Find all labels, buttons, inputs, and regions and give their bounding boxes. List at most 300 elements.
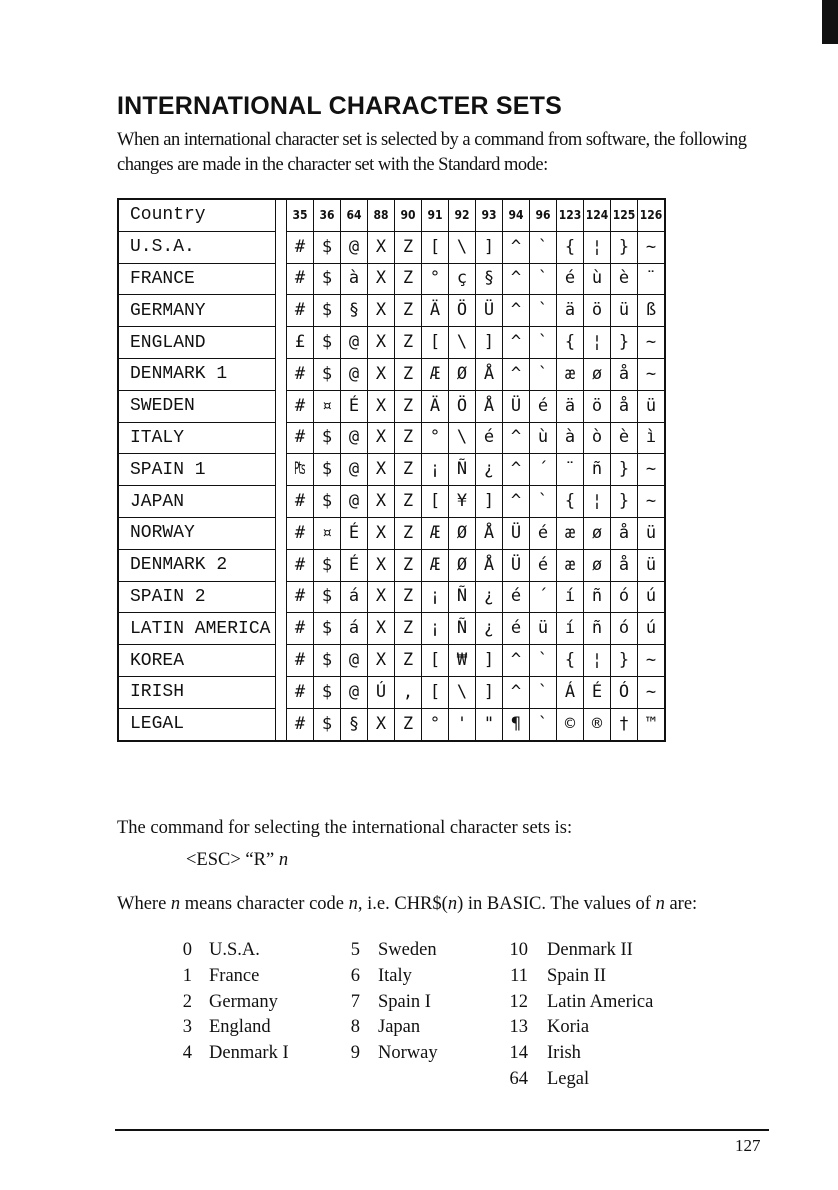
char-cell: X bbox=[368, 231, 395, 263]
header-country: Country bbox=[118, 199, 276, 231]
value-item bbox=[498, 965, 607, 987]
character-set-table bbox=[117, 198, 666, 742]
value-code: 6 bbox=[350, 965, 360, 986]
char-cell: ^ bbox=[503, 295, 530, 327]
char-cell: ^ bbox=[503, 358, 530, 390]
value-item bbox=[330, 991, 431, 1013]
char-cell: ` bbox=[530, 708, 557, 740]
char-cell: # bbox=[287, 549, 314, 581]
code-header-64: 64 bbox=[341, 199, 368, 231]
country-name: NORWAY bbox=[118, 517, 276, 549]
char-cell: É bbox=[584, 676, 611, 708]
code-header-36: 36 bbox=[314, 199, 341, 231]
char-cell: ö bbox=[584, 390, 611, 422]
char-cell: ^ bbox=[503, 263, 530, 295]
table-row bbox=[118, 390, 665, 422]
char-cell: # bbox=[287, 390, 314, 422]
char-cell: ì bbox=[638, 422, 666, 454]
char-cell: á bbox=[341, 613, 368, 645]
column-gap bbox=[276, 581, 287, 613]
char-cell: ß bbox=[638, 295, 666, 327]
char-cell: @ bbox=[341, 676, 368, 708]
char-cell: Z bbox=[395, 486, 422, 518]
table-header-row bbox=[118, 199, 665, 231]
char-cell: Z bbox=[395, 581, 422, 613]
char-cell: à bbox=[557, 422, 584, 454]
char-cell: ¡ bbox=[422, 454, 449, 486]
char-cell: Å bbox=[476, 517, 503, 549]
char-cell: § bbox=[341, 708, 368, 740]
char-cell: ¿ bbox=[476, 454, 503, 486]
country-name: LEGAL bbox=[118, 708, 276, 740]
char-cell: ¡ bbox=[422, 581, 449, 613]
char-cell: $ bbox=[314, 422, 341, 454]
char-cell: é bbox=[503, 613, 530, 645]
char-cell: ] bbox=[476, 327, 503, 359]
value-name: Spain II bbox=[547, 965, 607, 986]
char-cell: Å bbox=[476, 549, 503, 581]
table-row bbox=[118, 454, 665, 486]
country-name: KOREA bbox=[118, 645, 276, 677]
char-cell: à bbox=[341, 263, 368, 295]
char-cell: æ bbox=[557, 517, 584, 549]
code-header-93: 93 bbox=[476, 199, 503, 231]
char-cell: ¦ bbox=[584, 486, 611, 518]
char-cell: ` bbox=[530, 327, 557, 359]
char-cell: # bbox=[287, 708, 314, 740]
country-name: GERMANY bbox=[118, 295, 276, 327]
char-cell: Ö bbox=[449, 295, 476, 327]
param-n: n bbox=[278, 850, 289, 870]
code-header-125: 125 bbox=[611, 199, 638, 231]
char-cell: ® bbox=[584, 708, 611, 740]
char-cell: { bbox=[557, 231, 584, 263]
column-gap bbox=[276, 263, 287, 295]
value-item bbox=[498, 991, 654, 1013]
char-cell: ¿ bbox=[476, 581, 503, 613]
char-cell: Ä bbox=[422, 390, 449, 422]
char-cell: ~ bbox=[638, 358, 666, 390]
char-cell: ¡ bbox=[422, 613, 449, 645]
char-cell: ü bbox=[611, 295, 638, 327]
char-cell: ó bbox=[611, 613, 638, 645]
char-cell: ^ bbox=[503, 231, 530, 263]
char-cell: ú bbox=[638, 581, 666, 613]
value-item bbox=[162, 965, 260, 987]
char-cell: ~ bbox=[638, 454, 666, 486]
value-name: Japan bbox=[378, 1017, 421, 1038]
code-header-126: 126 bbox=[638, 199, 666, 231]
char-cell: Æ bbox=[422, 549, 449, 581]
char-cell: ¤ bbox=[314, 390, 341, 422]
value-name: Spain I bbox=[378, 991, 431, 1012]
param-n: n bbox=[655, 894, 665, 914]
char-cell: X bbox=[368, 549, 395, 581]
char-cell: # bbox=[287, 358, 314, 390]
char-cell: [ bbox=[422, 645, 449, 677]
char-cell: ¤ bbox=[314, 517, 341, 549]
char-cell: ø bbox=[584, 358, 611, 390]
char-cell: Ñ bbox=[449, 454, 476, 486]
char-cell: Ø bbox=[449, 517, 476, 549]
column-gap bbox=[276, 613, 287, 645]
char-cell: ^ bbox=[503, 454, 530, 486]
column-gap bbox=[276, 327, 287, 359]
char-cell: Æ bbox=[422, 517, 449, 549]
char-cell: § bbox=[476, 263, 503, 295]
column-gap bbox=[276, 645, 287, 677]
param-n: n bbox=[447, 894, 458, 914]
column-gap bbox=[276, 231, 287, 263]
char-cell: æ bbox=[557, 358, 584, 390]
char-cell: é bbox=[557, 263, 584, 295]
char-cell: ] bbox=[476, 231, 503, 263]
char-cell: X bbox=[368, 295, 395, 327]
country-name: DENMARK 2 bbox=[118, 549, 276, 581]
country-name: SWEDEN bbox=[118, 390, 276, 422]
value-name: U.S.A. bbox=[209, 940, 260, 960]
char-cell: å bbox=[611, 390, 638, 422]
char-cell: ù bbox=[584, 263, 611, 295]
value-name: Italy bbox=[378, 965, 412, 986]
value-code: 0 bbox=[182, 940, 192, 960]
char-cell: X bbox=[368, 358, 395, 390]
char-cell: [ bbox=[422, 327, 449, 359]
char-cell: § bbox=[341, 295, 368, 327]
char-cell: Z bbox=[395, 613, 422, 645]
char-cell: Å bbox=[476, 358, 503, 390]
value-item bbox=[162, 991, 278, 1013]
char-cell: £ bbox=[287, 327, 314, 359]
char-cell: ¦ bbox=[584, 231, 611, 263]
char-cell: [ bbox=[422, 486, 449, 518]
char-cell: Á bbox=[557, 676, 584, 708]
char-cell: ´ bbox=[530, 454, 557, 486]
char-cell: Ö bbox=[449, 390, 476, 422]
column-gap bbox=[276, 295, 287, 327]
char-cell: @ bbox=[341, 327, 368, 359]
char-cell: X bbox=[368, 645, 395, 677]
char-cell: Z bbox=[395, 390, 422, 422]
value-code: 7 bbox=[350, 991, 360, 1012]
value-item bbox=[330, 1017, 421, 1038]
char-cell: Ü bbox=[476, 295, 503, 327]
table-row bbox=[118, 613, 665, 645]
char-cell: @ bbox=[341, 231, 368, 263]
char-cell: í bbox=[557, 581, 584, 613]
char-cell: Z bbox=[395, 295, 422, 327]
char-cell: } bbox=[611, 231, 638, 263]
char-cell: ò bbox=[584, 422, 611, 454]
char-cell: $ bbox=[314, 454, 341, 486]
value-item bbox=[330, 1043, 438, 1064]
char-cell: [ bbox=[422, 231, 449, 263]
char-cell: # bbox=[287, 422, 314, 454]
char-cell: $ bbox=[314, 327, 341, 359]
char-cell: X bbox=[368, 517, 395, 549]
char-cell: ö bbox=[584, 295, 611, 327]
char-cell: ` bbox=[530, 676, 557, 708]
char-cell: ₧ bbox=[287, 454, 314, 486]
char-cell: Ü bbox=[503, 517, 530, 549]
char-cell: X bbox=[368, 390, 395, 422]
table-row bbox=[118, 327, 665, 359]
char-cell: Z bbox=[395, 645, 422, 677]
char-cell: Ó bbox=[611, 676, 638, 708]
page-edge-mark bbox=[822, 0, 838, 44]
value-name: Latin America bbox=[547, 991, 654, 1012]
country-name: SPAIN 2 bbox=[118, 581, 276, 613]
char-cell: Z bbox=[395, 231, 422, 263]
char-cell: ú bbox=[638, 613, 666, 645]
char-cell: $ bbox=[314, 263, 341, 295]
char-cell: $ bbox=[314, 231, 341, 263]
char-cell: Z bbox=[395, 358, 422, 390]
char-cell: X bbox=[368, 708, 395, 740]
table-row bbox=[118, 708, 665, 740]
value-item bbox=[498, 1043, 581, 1064]
char-cell: # bbox=[287, 263, 314, 295]
table-row bbox=[118, 358, 665, 390]
char-cell: ä bbox=[557, 390, 584, 422]
char-cell: Ñ bbox=[449, 581, 476, 613]
char-cell: É bbox=[341, 517, 368, 549]
char-cell: $ bbox=[314, 549, 341, 581]
char-cell: ~ bbox=[638, 327, 666, 359]
char-cell: $ bbox=[314, 295, 341, 327]
char-cell: \ bbox=[449, 327, 476, 359]
char-cell: å bbox=[611, 549, 638, 581]
char-cell: í bbox=[557, 613, 584, 645]
char-cell: X bbox=[368, 613, 395, 645]
char-cell: Ü bbox=[503, 549, 530, 581]
char-cell: Ä bbox=[422, 295, 449, 327]
code-header-88: 88 bbox=[368, 199, 395, 231]
char-cell: Å bbox=[476, 390, 503, 422]
char-cell: X bbox=[368, 422, 395, 454]
char-cell: $ bbox=[314, 358, 341, 390]
value-code: 8 bbox=[350, 1017, 360, 1038]
table-row bbox=[118, 422, 665, 454]
char-cell: $ bbox=[314, 486, 341, 518]
value-code: 3 bbox=[182, 1017, 192, 1038]
char-cell: \ bbox=[449, 422, 476, 454]
char-cell: @ bbox=[341, 422, 368, 454]
value-name: England bbox=[209, 1017, 271, 1038]
char-cell: ` bbox=[530, 358, 557, 390]
char-cell: é bbox=[530, 517, 557, 549]
char-cell: Æ bbox=[422, 358, 449, 390]
char-cell: Z bbox=[395, 517, 422, 549]
char-cell: ' bbox=[449, 708, 476, 740]
char-cell: ° bbox=[422, 422, 449, 454]
char-cell: ü bbox=[638, 549, 666, 581]
char-cell: ] bbox=[476, 486, 503, 518]
char-cell: ç bbox=[449, 263, 476, 295]
value-name: Denmark I bbox=[209, 1043, 289, 1064]
char-cell: X bbox=[368, 454, 395, 486]
char-cell: ó bbox=[611, 581, 638, 613]
char-cell: @ bbox=[341, 454, 368, 486]
code-header-35: 35 bbox=[287, 199, 314, 231]
char-cell: , bbox=[395, 676, 422, 708]
value-code: 14 bbox=[509, 1043, 528, 1064]
char-cell: ` bbox=[530, 486, 557, 518]
value-code: 9 bbox=[350, 1043, 360, 1064]
char-cell: Z bbox=[395, 454, 422, 486]
char-cell: { bbox=[557, 327, 584, 359]
char-cell: ™ bbox=[638, 708, 666, 740]
country-name: JAPAN bbox=[118, 486, 276, 518]
char-cell: ° bbox=[422, 263, 449, 295]
table-row bbox=[118, 645, 665, 677]
char-cell: Z bbox=[395, 549, 422, 581]
char-cell: { bbox=[557, 645, 584, 677]
char-cell: Z bbox=[395, 263, 422, 295]
char-cell: ] bbox=[476, 676, 503, 708]
country-name: IRISH bbox=[118, 676, 276, 708]
char-cell: ü bbox=[638, 517, 666, 549]
char-cell: Z bbox=[395, 708, 422, 740]
column-gap bbox=[276, 708, 287, 740]
char-cell: # bbox=[287, 517, 314, 549]
value-code: 2 bbox=[182, 991, 192, 1012]
char-cell: ¥ bbox=[449, 486, 476, 518]
char-cell: Ú bbox=[368, 676, 395, 708]
char-cell: ^ bbox=[503, 645, 530, 677]
value-name: Irish bbox=[547, 1043, 581, 1064]
char-cell: X bbox=[368, 581, 395, 613]
char-cell: æ bbox=[557, 549, 584, 581]
value-name: Germany bbox=[209, 991, 278, 1012]
column-gap bbox=[276, 199, 287, 231]
code-header-124: 124 bbox=[584, 199, 611, 231]
value-item bbox=[498, 1017, 590, 1038]
char-cell: ° bbox=[422, 708, 449, 740]
table-row bbox=[118, 549, 665, 581]
page-title: INTERNATIONAL CHARACTER SETS bbox=[117, 92, 562, 120]
char-cell: # bbox=[287, 613, 314, 645]
char-cell: ¦ bbox=[584, 645, 611, 677]
char-cell: # bbox=[287, 581, 314, 613]
char-cell: ~ bbox=[638, 486, 666, 518]
value-code: 12 bbox=[509, 991, 528, 1012]
char-cell: # bbox=[287, 231, 314, 263]
char-cell: á bbox=[341, 581, 368, 613]
char-cell: } bbox=[611, 327, 638, 359]
char-cell: ` bbox=[530, 263, 557, 295]
char-cell: Ü bbox=[503, 390, 530, 422]
char-cell: $ bbox=[314, 581, 341, 613]
char-cell: Z bbox=[395, 327, 422, 359]
char-cell: [ bbox=[422, 676, 449, 708]
value-item bbox=[162, 940, 260, 961]
char-cell: ñ bbox=[584, 581, 611, 613]
char-cell: \ bbox=[449, 676, 476, 708]
char-cell: ~ bbox=[638, 645, 666, 677]
command-syntax: <ESC> “R” n bbox=[186, 850, 289, 870]
char-cell: ` bbox=[530, 295, 557, 327]
value-name: Sweden bbox=[378, 940, 437, 960]
char-cell: è bbox=[611, 422, 638, 454]
char-cell: Z bbox=[395, 422, 422, 454]
value-name: Norway bbox=[378, 1043, 438, 1064]
char-cell: ~ bbox=[638, 676, 666, 708]
char-cell: { bbox=[557, 486, 584, 518]
char-cell: è bbox=[611, 263, 638, 295]
char-cell: $ bbox=[314, 676, 341, 708]
code-header-94: 94 bbox=[503, 199, 530, 231]
char-cell: # bbox=[287, 486, 314, 518]
char-cell: é bbox=[530, 549, 557, 581]
column-gap bbox=[276, 454, 287, 486]
value-code: 11 bbox=[510, 965, 528, 986]
char-cell: X bbox=[368, 486, 395, 518]
value-name: Denmark II bbox=[547, 940, 633, 960]
country-name: ITALY bbox=[118, 422, 276, 454]
char-cell: Ø bbox=[449, 358, 476, 390]
char-cell: Ø bbox=[449, 549, 476, 581]
value-item bbox=[498, 1069, 590, 1090]
char-cell: ` bbox=[530, 231, 557, 263]
char-cell: $ bbox=[314, 708, 341, 740]
char-cell: ¨ bbox=[557, 454, 584, 486]
country-name: FRANCE bbox=[118, 263, 276, 295]
char-cell: ñ bbox=[584, 454, 611, 486]
column-gap bbox=[276, 422, 287, 454]
param-n: n bbox=[348, 894, 358, 914]
table-row bbox=[118, 581, 665, 613]
char-cell: ~ bbox=[638, 231, 666, 263]
char-cell: å bbox=[611, 517, 638, 549]
char-cell: ¶ bbox=[503, 708, 530, 740]
country-name: DENMARK 1 bbox=[118, 358, 276, 390]
table-row bbox=[118, 517, 665, 549]
column-gap bbox=[276, 676, 287, 708]
char-cell: # bbox=[287, 676, 314, 708]
value-code: 1 bbox=[182, 965, 192, 986]
char-cell: ¨ bbox=[638, 263, 666, 295]
char-cell: é bbox=[530, 390, 557, 422]
char-cell: # bbox=[287, 645, 314, 677]
code-header-91: 91 bbox=[422, 199, 449, 231]
value-code: 4 bbox=[182, 1043, 192, 1064]
char-cell: É bbox=[341, 390, 368, 422]
char-cell: © bbox=[557, 708, 584, 740]
char-cell: ü bbox=[530, 613, 557, 645]
char-cell: } bbox=[611, 486, 638, 518]
char-cell: ¿ bbox=[476, 613, 503, 645]
char-cell: ù bbox=[530, 422, 557, 454]
char-cell: } bbox=[611, 454, 638, 486]
char-cell: $ bbox=[314, 613, 341, 645]
footer-rule bbox=[115, 1129, 769, 1131]
code-header-90: 90 bbox=[395, 199, 422, 231]
char-cell: ñ bbox=[584, 613, 611, 645]
table-row bbox=[118, 231, 665, 263]
char-cell: é bbox=[476, 422, 503, 454]
char-cell: @ bbox=[341, 358, 368, 390]
char-cell: É bbox=[341, 549, 368, 581]
column-gap bbox=[276, 486, 287, 518]
table-row bbox=[118, 676, 665, 708]
value-code: 64 bbox=[509, 1069, 528, 1089]
char-cell: ^ bbox=[503, 676, 530, 708]
char-cell: ^ bbox=[503, 327, 530, 359]
value-item bbox=[498, 940, 633, 961]
char-cell: † bbox=[611, 708, 638, 740]
char-cell: ø bbox=[584, 517, 611, 549]
